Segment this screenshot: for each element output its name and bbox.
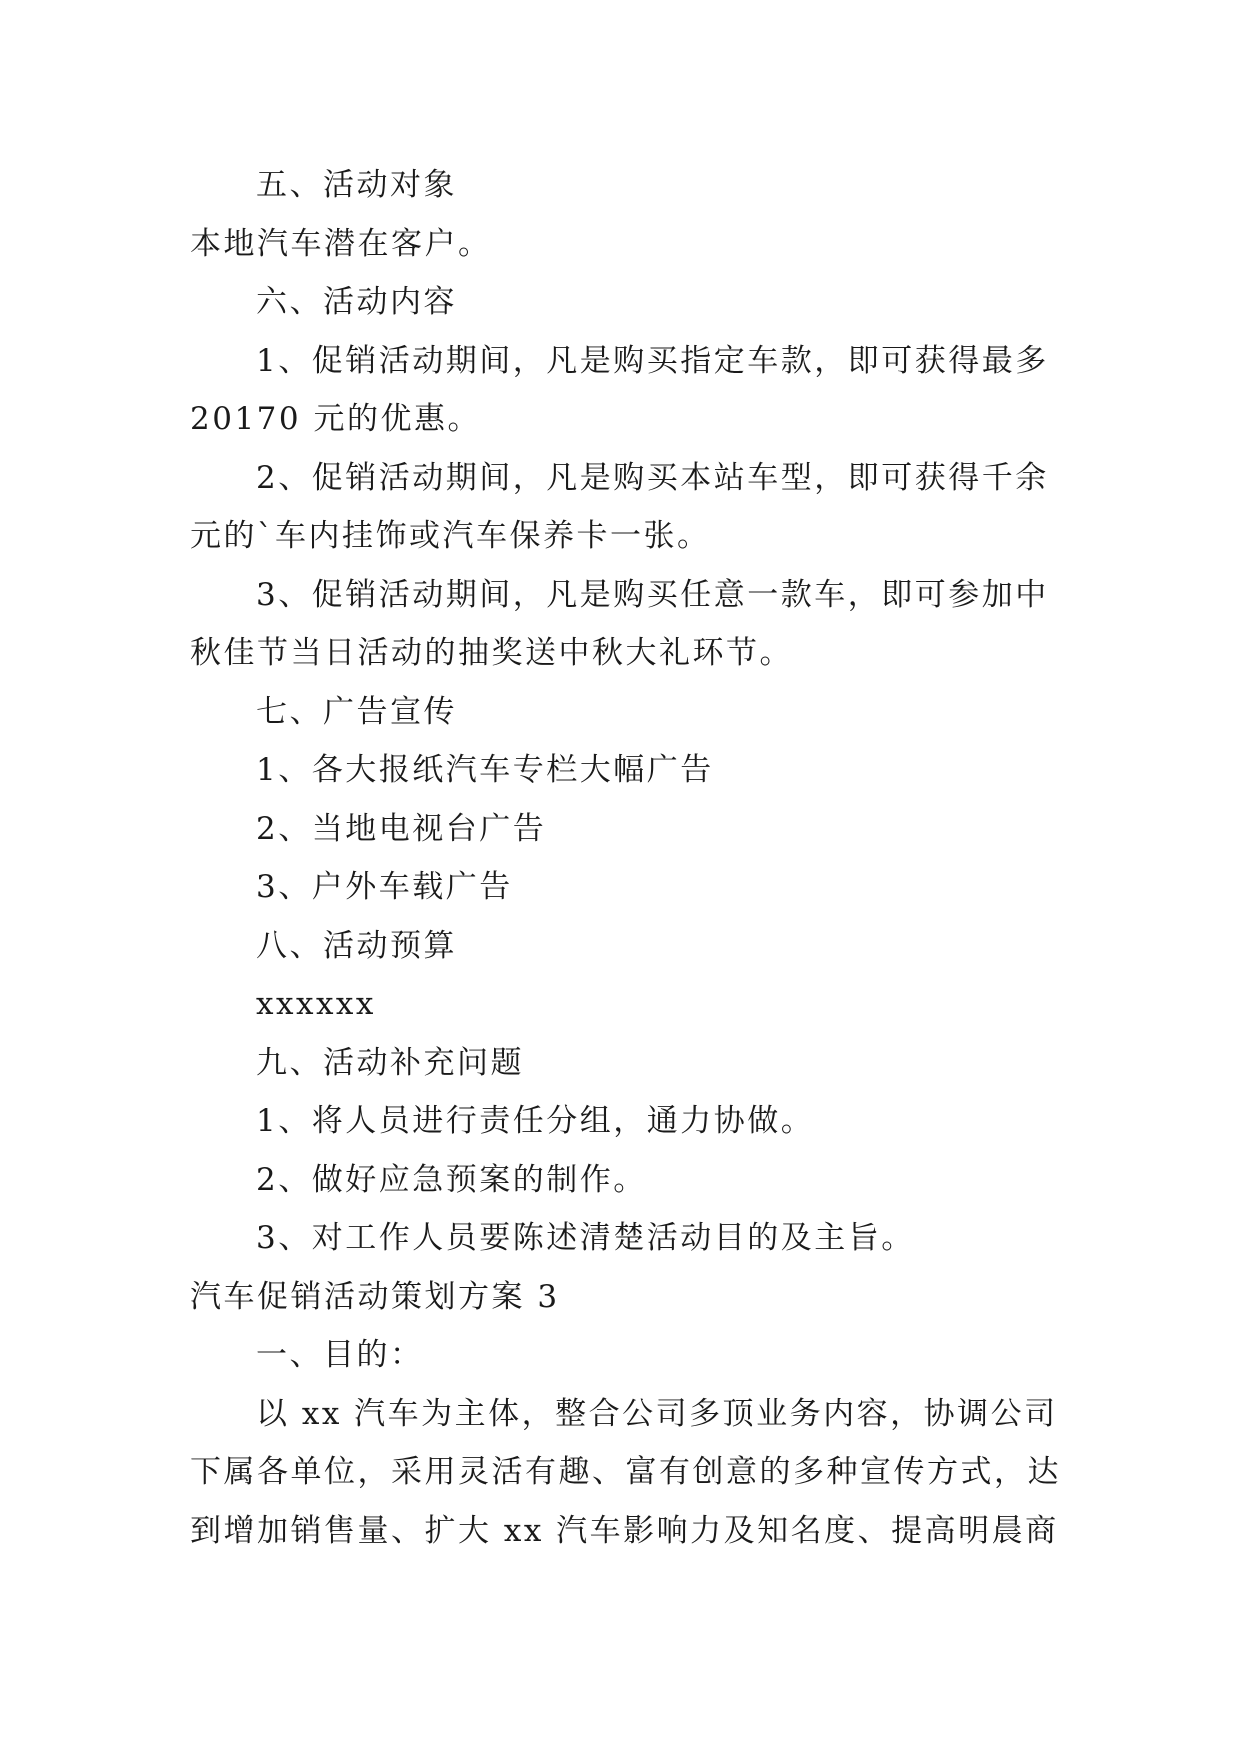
- list-item: 3、对工作人员要陈述清楚活动目的及主旨。: [256, 1220, 915, 1256]
- paragraph-line: 下属各单位，采用灵活有趣、富有创意的多种宣传方式，达: [190, 1454, 1061, 1490]
- paragraph-line: 20170 元的优惠。: [190, 401, 481, 437]
- paragraph-line: 1、促销活动期间，凡是购买指定车款，即可获得最多: [256, 342, 1049, 379]
- list-item: 2、做好应急预案的制作。: [256, 1161, 647, 1198]
- list-item: 1、将人员进行责任分组，通力协做。: [256, 1103, 815, 1139]
- list-item: 3、户外车载广告: [256, 869, 513, 905]
- paragraph-line: 秋佳节当日活动的抽奖送中秋大礼环节。: [190, 635, 793, 671]
- section-heading-advertising: 七、广告宣传: [256, 693, 457, 730]
- document-body: [190, 156, 1061, 1560]
- section-heading-purpose: 一、目的：: [256, 1337, 424, 1373]
- paragraph-line: 3、促销活动期间，凡是购买任意一款车，即可参加中: [256, 576, 1049, 613]
- paragraph-line: 2、促销活动期间，凡是购买本站车型，即可获得千余: [256, 459, 1049, 496]
- paragraph-line: 本地汽车潜在客户。: [190, 225, 492, 262]
- paragraph-line: 元的`车内挂饰或汽车保养卡一张。: [190, 518, 711, 554]
- section-heading-budget: 八、活动预算: [256, 927, 457, 964]
- list-item: 2、当地电视台广告: [256, 810, 547, 847]
- section-heading-supplementary: 九、活动补充问题: [256, 1044, 524, 1081]
- paragraph-line: 以 xx 汽车为主体，整合公司多顶业务内容，协调公司: [256, 1395, 1058, 1432]
- section-heading-activity-target: 五、活动对象: [256, 167, 457, 203]
- budget-value: xxxxxx: [256, 986, 376, 1022]
- document-subtitle: 汽车促销活动策划方案 3: [190, 1278, 560, 1315]
- paragraph-line: 到增加销售量、扩大 xx 汽车影响力及知名度、提高明晨商: [190, 1512, 1059, 1549]
- section-heading-activity-content: 六、活动内容: [256, 284, 457, 320]
- list-item: 1、各大报纸汽车专栏大幅广告: [256, 752, 714, 788]
